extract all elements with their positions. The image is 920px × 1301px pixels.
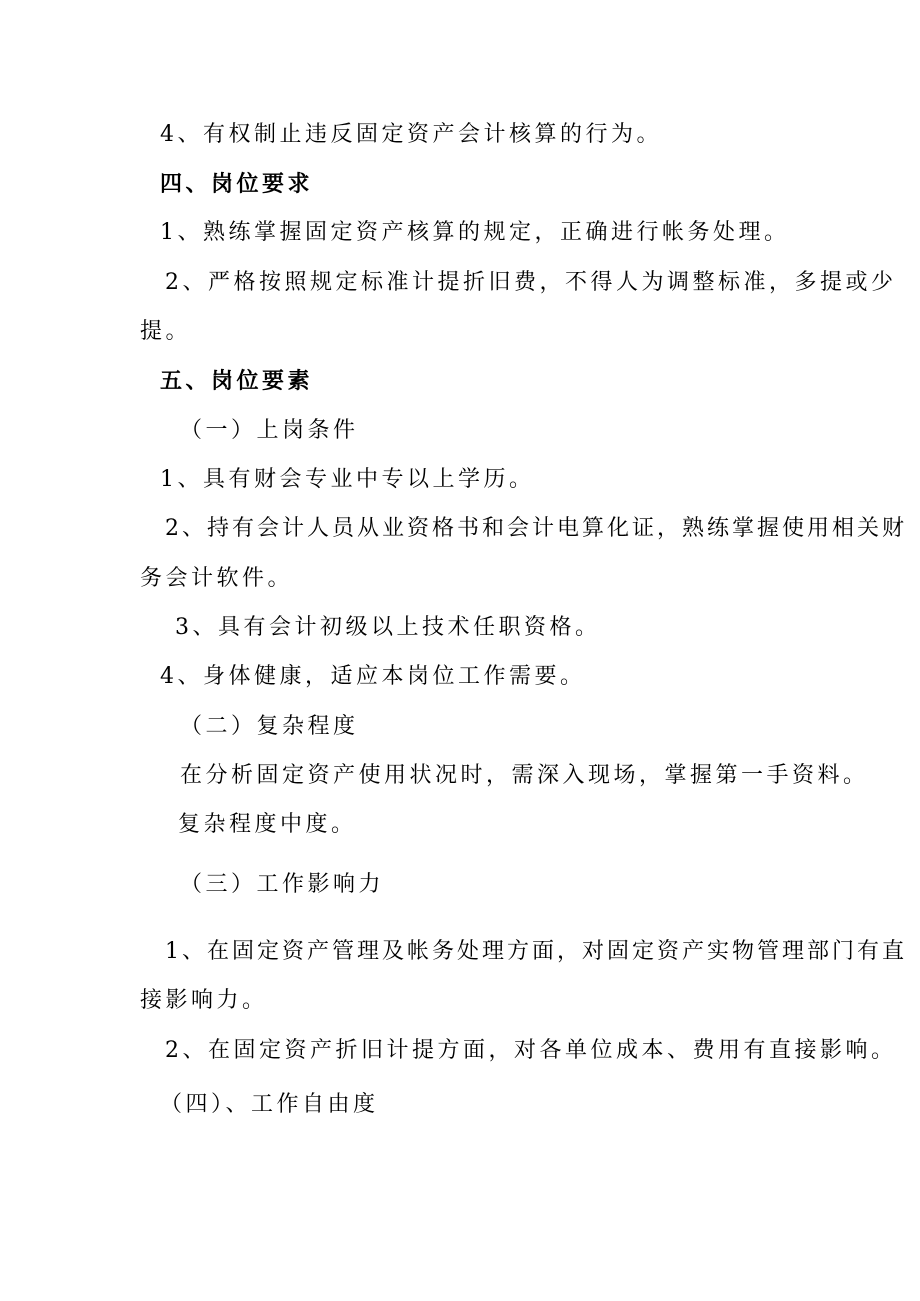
- paragraph-continuation: 务会计软件。: [140, 566, 294, 591]
- section-heading: 五、岗位要素: [160, 368, 314, 394]
- subsection-heading: （一）上岗条件: [180, 418, 359, 443]
- paragraph-line: 1、具有财会专业中专以上学历。: [160, 467, 535, 492]
- paragraph-continuation: 接影响力。: [140, 988, 268, 1013]
- paragraph-continuation: 提。: [140, 319, 192, 344]
- paragraph-line: 4、身体健康，适应本岗位工作需要。: [160, 664, 586, 689]
- paragraph-line: 复杂程度中度。: [178, 812, 357, 837]
- subsection-heading: （三）工作影响力: [180, 872, 385, 897]
- section-heading: 四、岗位要求: [160, 171, 314, 197]
- subsection-heading: （二）复杂程度: [180, 714, 359, 739]
- paragraph-line: 3、具有会计初级以上技术任职资格。: [175, 615, 601, 640]
- paragraph-line: 1、在固定资产管理及帐务处理方面，对固定资产实物管理部门有直: [165, 939, 907, 964]
- paragraph-line: 4、有权制止违反固定资产会计核算的行为。: [160, 122, 662, 147]
- paragraph-line: 2、持有会计人员从业资格书和会计电算化证，熟练掌握使用相关财: [165, 516, 907, 541]
- subsection-heading: （四）、工作自由度: [160, 1092, 379, 1117]
- paragraph-line: 2、在固定资产折旧计提方面，对各单位成本、费用有直接影响。: [165, 1038, 897, 1063]
- paragraph-line: 1、熟练掌握固定资产核算的规定，正确进行帐务处理。: [160, 220, 790, 245]
- paragraph-line: 在分析固定资产使用状况时，需深入现场，掌握第一手资料。: [180, 763, 869, 788]
- paragraph-line: 2、严格按照规定标准计提折旧费，不得人为调整标准，多提或少: [165, 270, 897, 295]
